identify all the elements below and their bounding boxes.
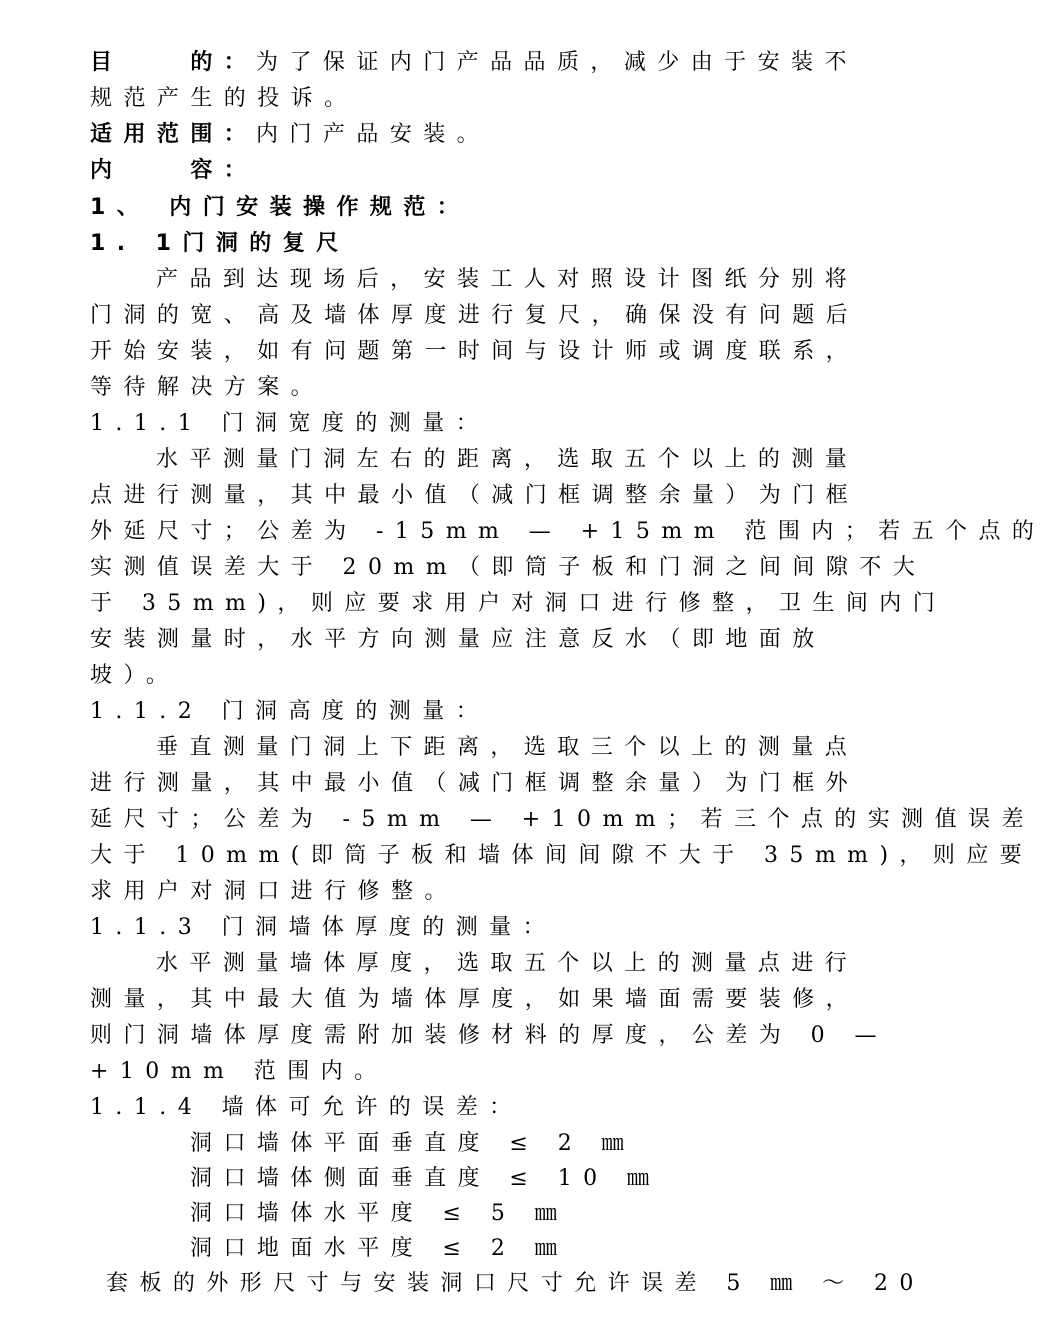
section-1-1-3-title: 1.1.3 门洞墙体厚度的测量：	[90, 915, 557, 940]
paragraph-3-line-5: 求用户对洞口进行修整。	[90, 879, 458, 904]
paragraph-2-line-4: 实测值误差大于 20mm（即筒子板和门洞之间间隙不大	[90, 555, 927, 580]
paragraph-3-line-1: 垂直测量门洞上下距离，选取三个以上的测量点	[156, 735, 859, 760]
section-1-1-1-title: 1.1.1 门洞宽度的测量：	[90, 411, 490, 436]
purpose-line	[90, 48, 858, 78]
tolerance-item-4: 洞口地面水平度 ≤ 2 ㎜	[190, 1236, 569, 1261]
paragraph-2-line-2: 点进行测量，其中最小值（减门框调整余量）为门框	[90, 483, 860, 508]
section-1-1-4-title: 1.1.4 墙体可允许的误差：	[90, 1095, 523, 1120]
paragraph-4-line-2: 测量，其中最大值为墙体厚度，如果墙面需要装修，	[90, 987, 860, 1012]
scope-line	[90, 120, 850, 150]
section-1-title: 1、 内门安装操作规范：	[90, 195, 471, 220]
content-label: 内 容：	[90, 158, 258, 183]
purpose-text-cont: 规范产生的投诉。	[90, 86, 358, 111]
paragraph-1-line-2: 门洞的宽、高及墙体厚度进行复尺，确保没有问题后	[90, 303, 860, 328]
section-1-1-title: 1. 1门洞的复尺	[90, 231, 350, 256]
paragraph-4-line-4: +10mm 范围内。	[90, 1059, 388, 1084]
section-1-1-2-title: 1.1.2 门洞高度的测量：	[90, 699, 490, 724]
paragraph-2-line-3: 外延尺寸；公差为 -15mm — +15mm 范围内；若五个点的	[90, 519, 1045, 544]
paragraph-3-line-3: 延尺寸；公差为 -5mm — +10mm；若三个点的实测值误差	[90, 807, 1035, 832]
paragraph-4-line-1: 水平测量墙体厚度，选取五个以上的测量点进行	[156, 951, 859, 976]
tolerance-item-3: 洞口墙体水平度 ≤ 5 ㎜	[190, 1201, 569, 1226]
scope-label: 适用范围：	[90, 122, 258, 147]
paragraph-1-line-1: 产品到达现场后，安装工人对照设计图纸分别将	[156, 267, 859, 292]
paragraph-4-line-3: 则门洞墙体厚度需附加装修材料的厚度，公差为 0 —	[90, 1023, 888, 1048]
scope-text: 内门产品安装。	[256, 122, 491, 147]
paragraph-2-line-7: 坡）。	[90, 663, 180, 688]
paragraph-3-line-2: 进行测量，其中最小值（减门框调整余量）为门框外	[90, 771, 860, 796]
tolerance-item-2: 洞口墙体侧面垂直度 ≤ 10 ㎜	[190, 1166, 661, 1191]
paragraph-3-line-4: 大于 10mm(即筒子板和墙体间间隙不大于 35mm)，则应要	[90, 843, 1034, 868]
paragraph-1-line-3: 开始安装，如有问题第一时间与设计师或调度联系，	[90, 339, 860, 364]
paragraph-2-line-1: 水平测量门洞左右的距离，选取五个以上的测量	[156, 447, 859, 472]
purpose-text: 为了保证内门产品品质，减少由于安装不	[256, 50, 858, 75]
paragraph-2-line-6: 安装测量时，水平方向测量应注意反水（即地面放	[90, 627, 826, 652]
paragraph-5-line-1: 套板的外形尺寸与安装洞口尺寸允许误差 5 ㎜ ～ 20	[106, 1271, 925, 1296]
tolerance-item-1: 洞口墙体平面垂直度 ≤ 2 ㎜	[190, 1131, 636, 1156]
paragraph-2-line-5: 于 35mm)，则应要求用户对洞口进行修整，卫生间内门	[90, 591, 947, 616]
purpose-label: 目 的：	[90, 50, 258, 75]
paragraph-1-line-4: 等待解决方案。	[90, 375, 325, 400]
